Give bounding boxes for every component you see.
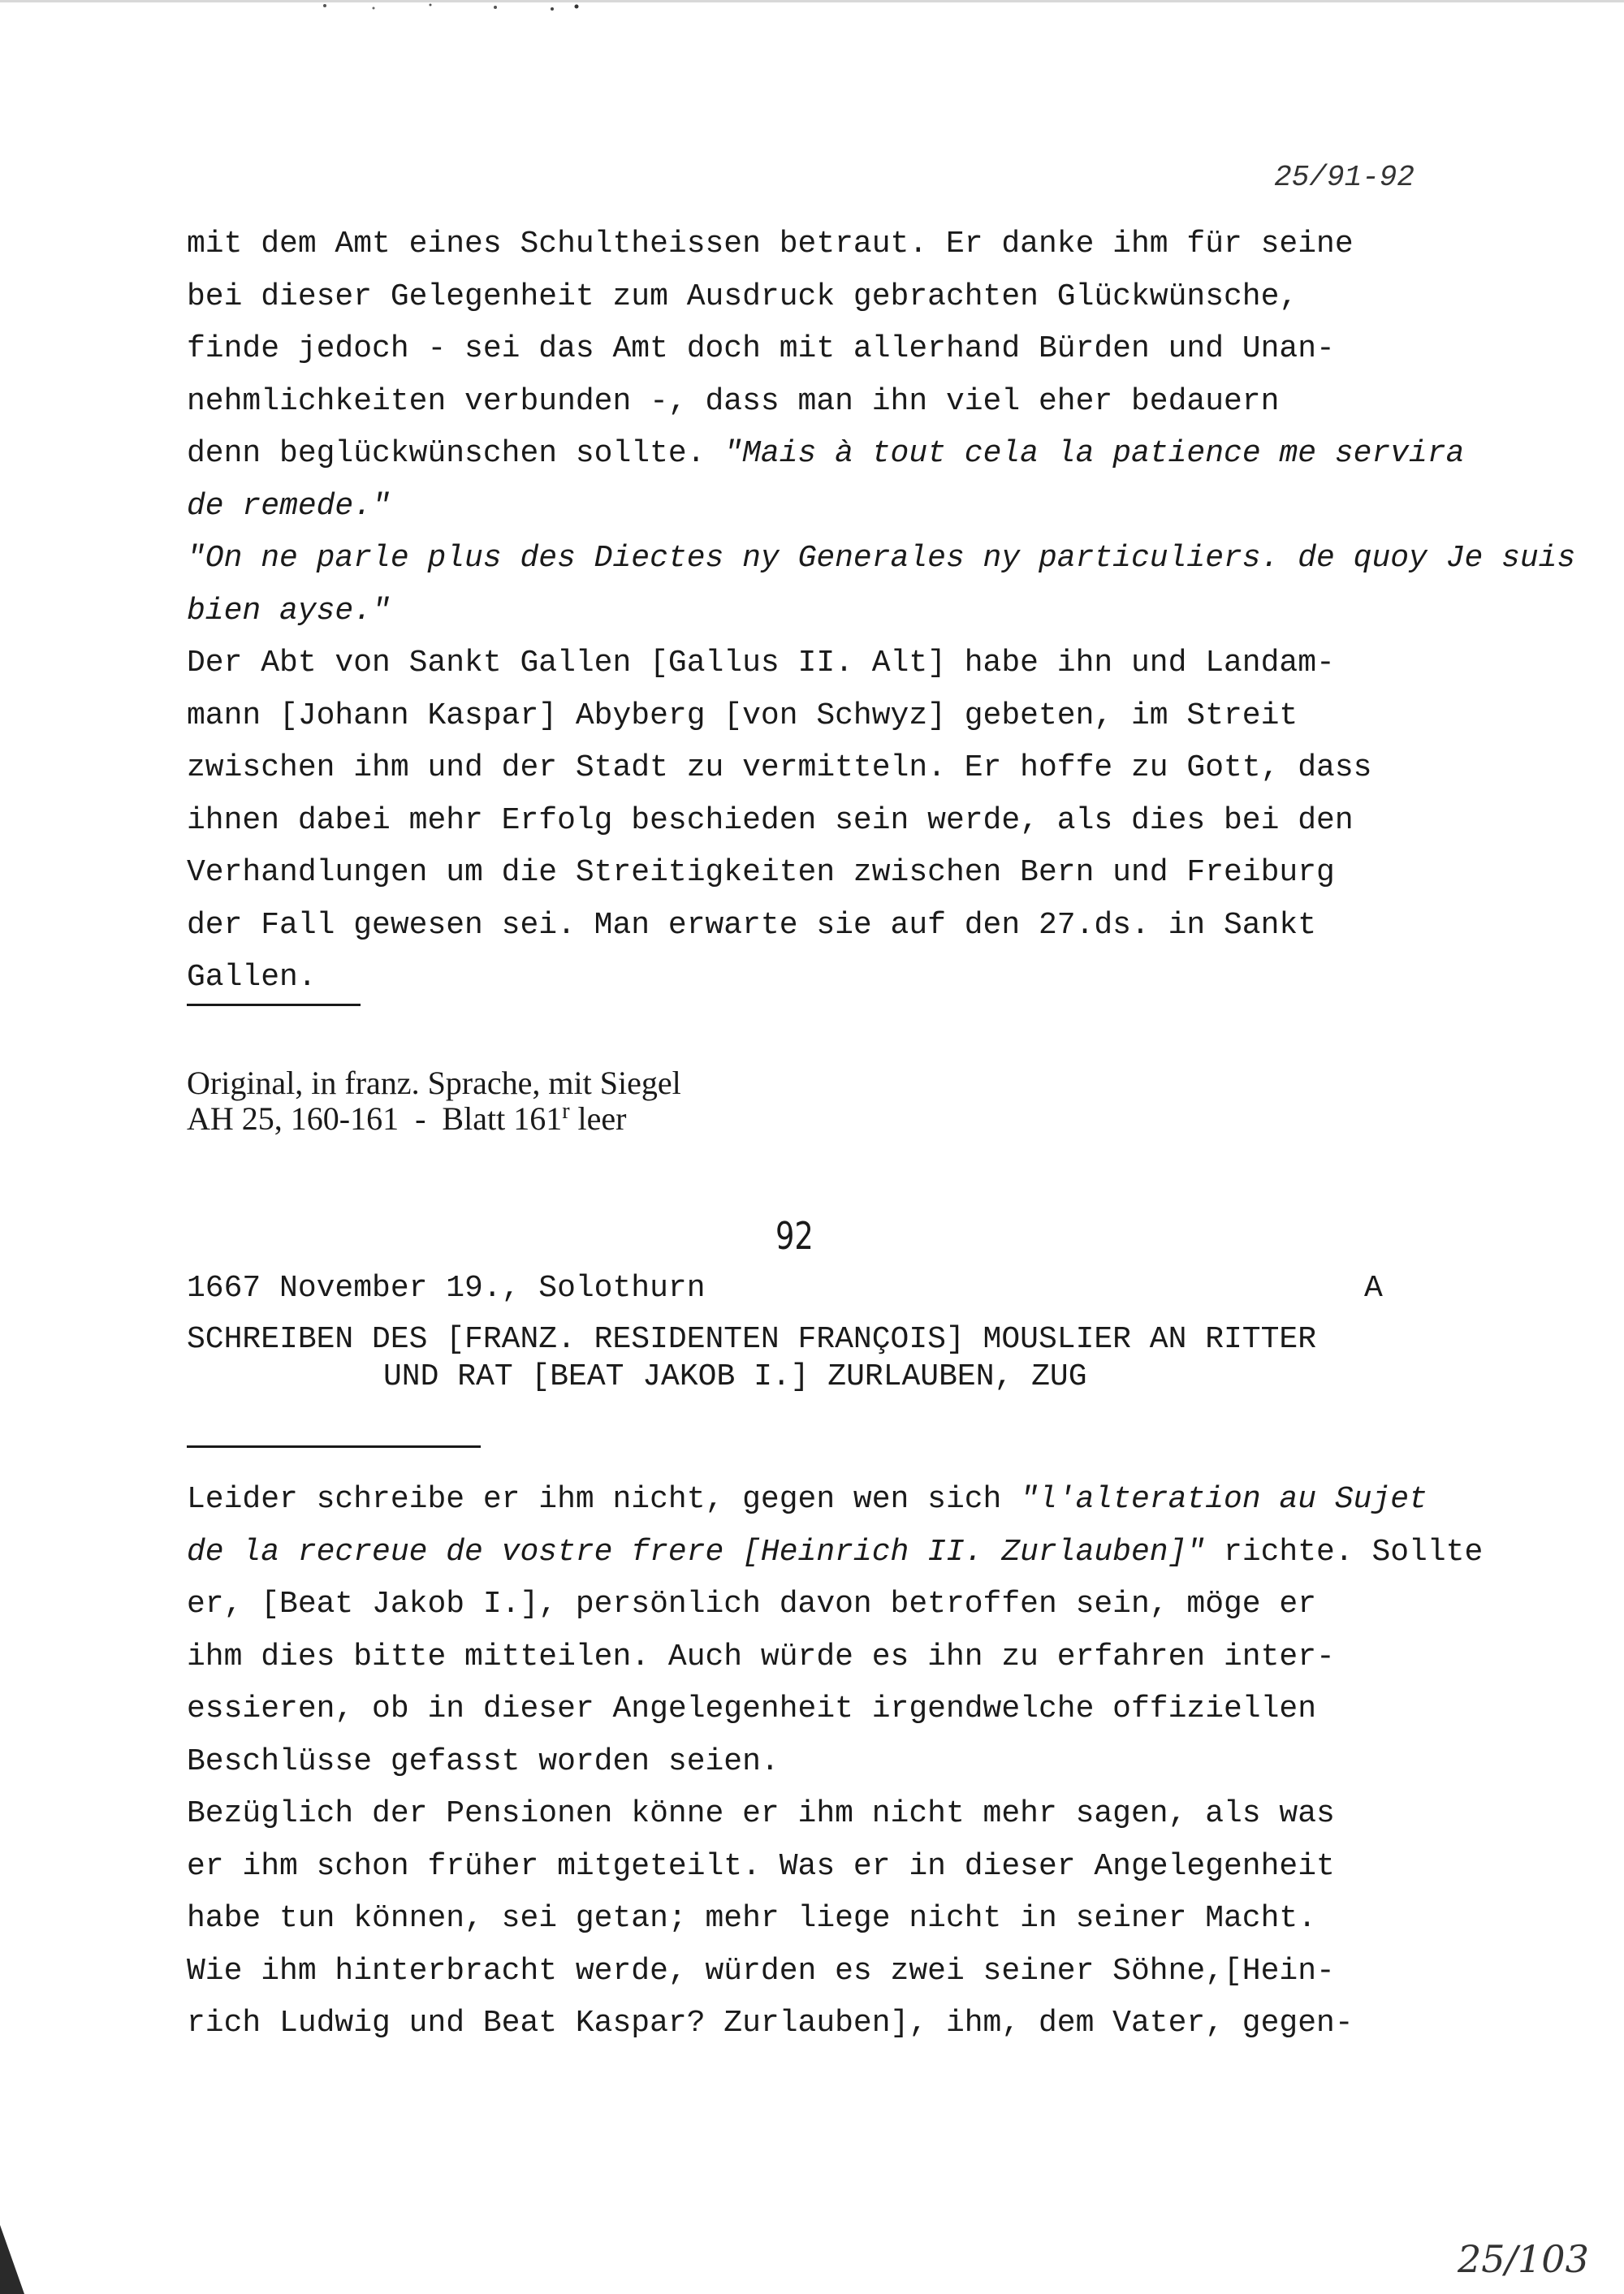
notes-divider (187, 1004, 361, 1006)
text-line: Wie ihm hinterbracht werde, würden es zwei seiner Söhne,[Hein- (187, 1953, 1335, 1989)
text-line: Leider schreibe er ihm nicht, gegen wen sich (187, 1482, 1021, 1517)
french-quote: "l'alteration au Sujet (1020, 1482, 1427, 1517)
text-line: rich Ludwig und Beat Kaspar? Zurlauben], ihm, dem Vater, gegen- (187, 2006, 1354, 2041)
document-letter: A (1364, 1271, 1383, 1306)
text-line: er, [Beat Jakob I.], persönlich davon betroffen sein, möge er (187, 1587, 1317, 1622)
source-note-2: AH 25, 160-161 - Blatt 161$^r$ leer (187, 1099, 627, 1137)
document-number: 92 (775, 1214, 814, 1258)
scan-top-edge (0, 0, 1624, 2)
document-title-1: SCHREIBEN DES [FRANZ. RESIDENTEN FRANÇOIS] MOUSLIER AN RITTER (187, 1322, 1317, 1357)
source-note-1: Original, in franz. Sprache, mit Siegel (187, 1065, 681, 1101)
document-dateline: 1667 November 19., Solothurn (187, 1271, 706, 1306)
heading-divider (187, 1445, 481, 1448)
text-line: ihm dies bitte mitteilen. Auch würde es ihn zu erfahren inter- (187, 1639, 1335, 1674)
text-line: nehmlichkeiten verbunden -, dass man ihn viel eher bedauern (187, 383, 1280, 419)
text-line: Der Abt von Sankt Gallen [Gallus II. Alt] habe ihn und Landam- (187, 646, 1335, 680)
french-quote: de la recreue de vostre frere [Heinrich II. Zurlauben]" (187, 1534, 1206, 1570)
text-line: ihnen dabei mehr Erfolg beschieden sein werde, als dies bei den (187, 802, 1354, 838)
text-line: Bezüglich der Pensionen könne er ihm nicht mehr sagen, als was (187, 1796, 1335, 1831)
handwritten-page-mark: 25/103 (1458, 2237, 1589, 2281)
text-line: essieren, ob in dieser Angelegenheit irgendwelche offiziellen (187, 1691, 1317, 1726)
text-line: Beschlüsse gefasst worden seien. (187, 1743, 780, 1779)
french-quote: de remede." (187, 488, 391, 524)
french-quote: "On ne parle plus des Diectes ny Generales ny particuliers. de quoy Je suis (187, 541, 1576, 576)
text-line: mit dem Amt eines Schultheissen betraut. Er danke ihm für seine (187, 227, 1354, 261)
text-line: bei dieser Gelegenheit zum Ausdruck gebrachten Glückwünsche, (187, 279, 1298, 314)
text-line: der Fall gewesen sei. Man erwarte sie auf den 27.ds. in Sankt (187, 907, 1317, 943)
text-line: zwischen ihm und der Stadt zu vermitteln. Er hoffe zu Gott, dass (187, 750, 1372, 785)
superscript: r (562, 1099, 570, 1124)
french-quote: bien ayse." (187, 593, 391, 629)
page-reference: 25/91-92 (1274, 161, 1415, 194)
document-title-2: UND RAT [BEAT JAKOB I.] ZURLAUBEN, ZUG (383, 1359, 1087, 1394)
scan-specks (309, 2, 617, 13)
text-line: richte. Sollte (1205, 1534, 1484, 1570)
text-line: er ihm schon früher mitgeteilt. Was er in dieser Angelegenheit (187, 1848, 1335, 1884)
doc91-body-text (187, 218, 1576, 1004)
text-line: Gallen. (187, 960, 317, 995)
text-line: mann [Johann Kaspar] Abyberg [von Schwyz] gebeten, im Streit (187, 698, 1298, 733)
text-line: Verhandlungen um die Streitigkeiten zwischen Bern und Freiburg (187, 855, 1335, 890)
scan-corner-shadow (0, 2225, 24, 2294)
text-line: denn beglückwünschen sollte. (187, 436, 724, 471)
text-line: habe tun können, sei getan; mehr liege nicht in seiner Macht. (187, 1901, 1317, 1936)
text-line: finde jedoch - sei das Amt doch mit allerhand Bürden und Unan- (187, 331, 1335, 366)
french-quote: "Mais à tout cela la patience me servira (723, 436, 1465, 471)
doc92-body-text (187, 1474, 1484, 2050)
